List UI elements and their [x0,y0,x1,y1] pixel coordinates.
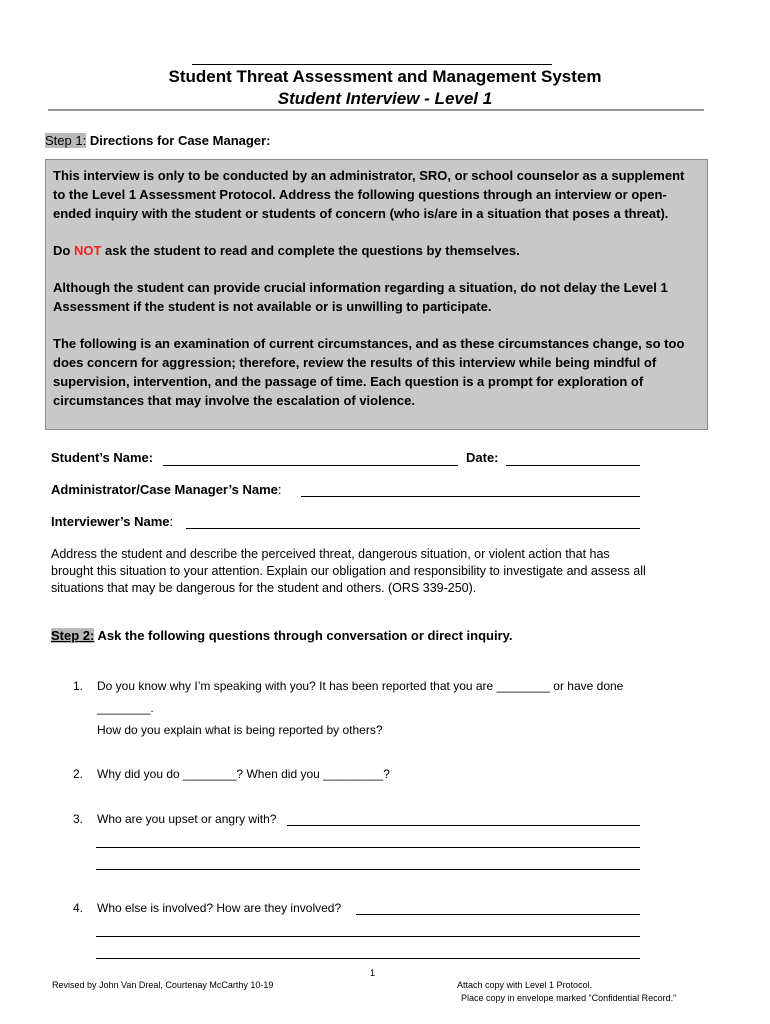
question-1-line-1: Do you know why I’m speaking with you? It has been reported that you are ________ or have done [97,679,624,693]
question-1-number: 1. [73,679,84,693]
student-name-label: Student’s Name: [51,450,154,465]
answer-line[interactable] [96,958,640,959]
question-3-text: Who are you upset or angry with? [97,812,277,826]
interviewer-name-label: Interviewer’s Name: [51,514,174,529]
date-line[interactable] [506,465,640,466]
answer-line[interactable] [96,847,640,848]
admin-name-line[interactable] [301,496,640,497]
revised-by: Revised by John Van Dreal, Courtenay McCarthy 10-19 [52,980,274,990]
question-1-line-3: How do you explain what is being reported by others? [97,723,383,737]
step-1-heading [45,133,270,148]
page-number: 1 [370,968,376,978]
step-2-text: Ask the following questions through conversation or direct inquiry. [94,628,513,643]
directions-paragraph-3: Although the student can provide crucial information regarding a situation, do not delay the Level 1 Assessment if the student is not available or is unwilling to participate. [53,280,668,314]
step-2-heading [51,628,513,643]
question-2-number: 2. [73,767,84,781]
directions-paragraph-4: The following is an examination of current circumstances, and as these circumstances change, so too does concern for aggression; therefore, review the results of this interview while being mindful of supervision, intervention, and the passage of time. Each question is a prompt for exploration of circumstances that may involve the escalation of violence. [53,336,685,408]
header-divider [48,109,704,111]
envelope-note: Place copy in envelope marked “Confidential Record.” [461,993,677,1003]
directions-paragraph-1: This interview is only to be conducted by an administrator, SRO, or school counselor as a supplement to the Level 1 Assessment Protocol. Address the following questions through an interview or open-ended inquiry with the student or students of concern (who is/are in a situation that poses a threat). [53,168,685,221]
admin-name-label: Administrator/Case Manager’s Name: [51,482,282,497]
not-emphasis: NOT [73,243,102,258]
student-name-line[interactable] [163,465,458,466]
question-2-text: Why did you do ________? When did you _________? [97,767,390,781]
answer-line[interactable] [96,936,640,937]
document-subtitle: Student Interview - Level 1 [277,89,493,108]
answer-line[interactable] [96,869,640,870]
date-label: Date: [466,450,499,465]
interviewer-name-line[interactable] [186,528,640,529]
directions-box [45,159,708,430]
question-3-number: 3. [73,812,84,826]
question-4-text: Who else is involved? How are they involved? [97,901,342,915]
question-1-line-2: ________. [97,701,154,715]
intro-paragraph: Address the student and describe the perceived threat, dangerous situation, or violent action that has brought this situation to your attention. Explain our obligation and responsibility to investigate and assess all situations that may be dangerous for the student and others. (ORS 339-250). [51,547,646,595]
attach-note: Attach copy with Level 1 Protocol. [457,980,593,990]
directions-paragraph-2: Do NOT ask the student to read and complete the questions by themselves. [53,243,520,258]
step-1-text: Directions for Case Manager: [86,133,271,148]
answer-line[interactable] [356,914,640,915]
answer-line[interactable] [287,825,640,826]
document-title: Student Threat Assessment and Management System [168,67,602,86]
question-4-number: 4. [73,901,84,915]
step-2-label: Step 2: [51,628,95,643]
header-top-rule [192,64,552,65]
step-1-label: Step 1: [45,133,87,148]
